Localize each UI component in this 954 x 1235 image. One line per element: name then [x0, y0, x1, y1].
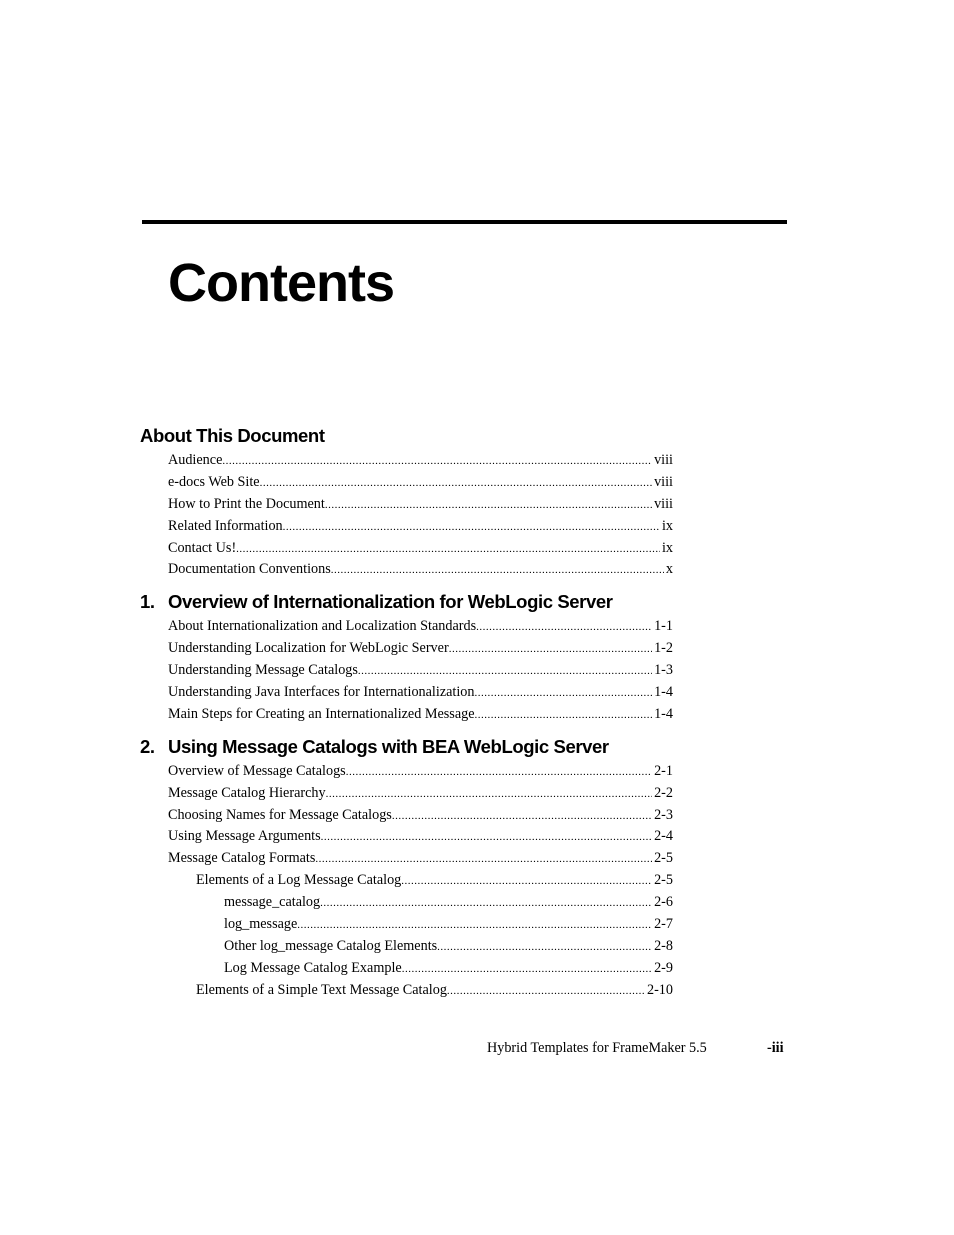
dot-leader [401, 871, 652, 892]
toc-entry[interactable] [140, 936, 673, 958]
toc-entry-title: Elements of a Simple Text Message Catalog [196, 981, 447, 998]
toc-entry-title: Elements of a Log Message Catalog [196, 872, 402, 889]
toc-entry[interactable] [140, 826, 673, 848]
toc-entry-title: How to Print the Document [168, 495, 325, 512]
toc-entry[interactable] [140, 472, 673, 494]
dot-leader [402, 959, 652, 980]
toc-entry-page: 2-5 [654, 850, 673, 867]
toc-entry-title: Understanding Message Catalogs [168, 662, 358, 679]
toc-entry-title: Using Message Arguments [168, 828, 321, 845]
toc-entry-page: viii [654, 473, 673, 490]
section-spacer [140, 581, 680, 589]
toc-entry-page: viii [654, 452, 673, 468]
section-heading[interactable] [140, 589, 680, 615]
toc-entry-title: Understanding Localization for WebLogic Server [168, 640, 449, 657]
dot-leader [321, 827, 652, 848]
dot-leader [437, 937, 652, 958]
toc-entry-page: 2-4 [654, 828, 673, 845]
toc-entry-title: Other log_message Catalog Elements [224, 937, 438, 954]
toc-entry-page: 1-4 [654, 705, 673, 722]
dot-leader [392, 806, 652, 827]
dot-leader [474, 683, 652, 704]
toc-entry[interactable] [140, 870, 673, 892]
dot-leader [358, 661, 652, 682]
section-spacer [140, 726, 680, 734]
page-title: Contents [168, 253, 394, 313]
section-heading-text: Using Message Catalogs with BEA WebLogic Server [168, 735, 609, 757]
dot-leader [475, 705, 653, 726]
toc-entry-title: Understanding Java Interfaces for Internationalization [168, 684, 475, 701]
toc-entry-page: 2-7 [654, 916, 673, 933]
toc-entry-page: 1-4 [654, 684, 673, 701]
toc-entry[interactable] [140, 704, 673, 726]
section-number: 2. [140, 735, 155, 757]
dot-leader [236, 539, 660, 560]
dot-leader [325, 495, 652, 516]
toc-entry[interactable] [140, 450, 673, 472]
dot-leader [331, 560, 664, 581]
section-heading-text: About This Document [140, 425, 325, 446]
toc-entry[interactable] [140, 783, 673, 805]
toc-entry-page: 1-1 [654, 618, 673, 635]
dot-leader [297, 915, 652, 936]
toc-entry-title: Overview of Message Catalogs [168, 762, 346, 779]
toc-entry[interactable] [140, 958, 673, 980]
toc-entry[interactable] [140, 848, 673, 870]
dot-leader [476, 617, 652, 638]
section-heading[interactable] [140, 734, 680, 760]
toc-entry[interactable] [140, 892, 673, 914]
section-number: 1. [140, 591, 155, 613]
toc-entry-title: Choosing Names for Message Catalogs [168, 806, 392, 823]
toc-entry-title: Related Information [168, 517, 283, 534]
toc-entry-title: message_catalog [224, 894, 321, 911]
dot-leader [346, 762, 652, 783]
toc-entry-page: 2-5 [654, 872, 673, 889]
toc-entry[interactable] [140, 494, 673, 516]
toc-entry[interactable] [140, 538, 673, 560]
dot-leader [326, 784, 652, 805]
toc-entry-page: 1-2 [654, 640, 673, 657]
toc-entry-page: viii [654, 495, 673, 512]
toc-entry-page: 2-9 [654, 959, 673, 976]
dot-leader [283, 517, 660, 538]
dot-leader [260, 473, 652, 494]
toc-entry-title: Documentation Conventions [168, 561, 331, 578]
toc-entry-page: 2-8 [654, 937, 673, 954]
toc-entry-title: e-docs Web Site [168, 473, 260, 490]
toc-entry-page: x [665, 561, 673, 578]
section-heading[interactable] [140, 423, 680, 449]
table-of-contents [140, 423, 680, 1002]
dot-leader [449, 639, 652, 660]
toc-entry-title: Audience [168, 452, 223, 468]
toc-entry-page: 2-10 [646, 981, 673, 998]
toc-entry-title: log_message [224, 916, 298, 933]
toc-entry-title: About Internationalization and Localization Standards [168, 618, 477, 635]
toc-entry-page: ix [661, 539, 673, 556]
toc-entry-title: Message Catalog Formats [168, 850, 316, 867]
toc-entry-title: Message Catalog Hierarchy [168, 784, 326, 801]
dot-leader [447, 981, 645, 1002]
toc-entry-page: ix [661, 517, 673, 534]
toc-entry[interactable] [140, 682, 673, 704]
page-number: -iii [767, 1040, 784, 1056]
dot-leader [315, 849, 652, 870]
toc-entry[interactable] [140, 980, 673, 1002]
toc-entry-title: Main Steps for Creating an Internationalized Message [168, 705, 475, 722]
toc-entry-title: Contact Us! [168, 539, 237, 556]
toc-entry[interactable] [140, 660, 673, 682]
dot-leader [320, 893, 652, 914]
title-rule [142, 220, 787, 224]
toc-entry[interactable] [140, 638, 673, 660]
toc-entry[interactable] [140, 516, 673, 538]
section-heading-text: Overview of Internationalization for WebLogic Server [168, 591, 613, 613]
toc-entry-title: Log Message Catalog Example [224, 959, 402, 976]
footer-title: Hybrid Templates for FrameMaker 5.5 [487, 1040, 707, 1056]
toc-entry-page: 1-3 [654, 662, 673, 679]
toc-entry[interactable] [140, 914, 673, 936]
toc-entry-page: 2-6 [654, 894, 673, 911]
toc-entry[interactable] [140, 761, 673, 783]
toc-entry-page: 2-3 [654, 806, 673, 823]
toc-entry-page: 2-2 [654, 784, 673, 801]
toc-entry[interactable] [140, 616, 673, 638]
dot-leader [222, 451, 652, 472]
toc-entry[interactable] [140, 805, 673, 827]
toc-entry[interactable] [140, 559, 673, 581]
toc-entry-page: 2-1 [654, 762, 673, 779]
